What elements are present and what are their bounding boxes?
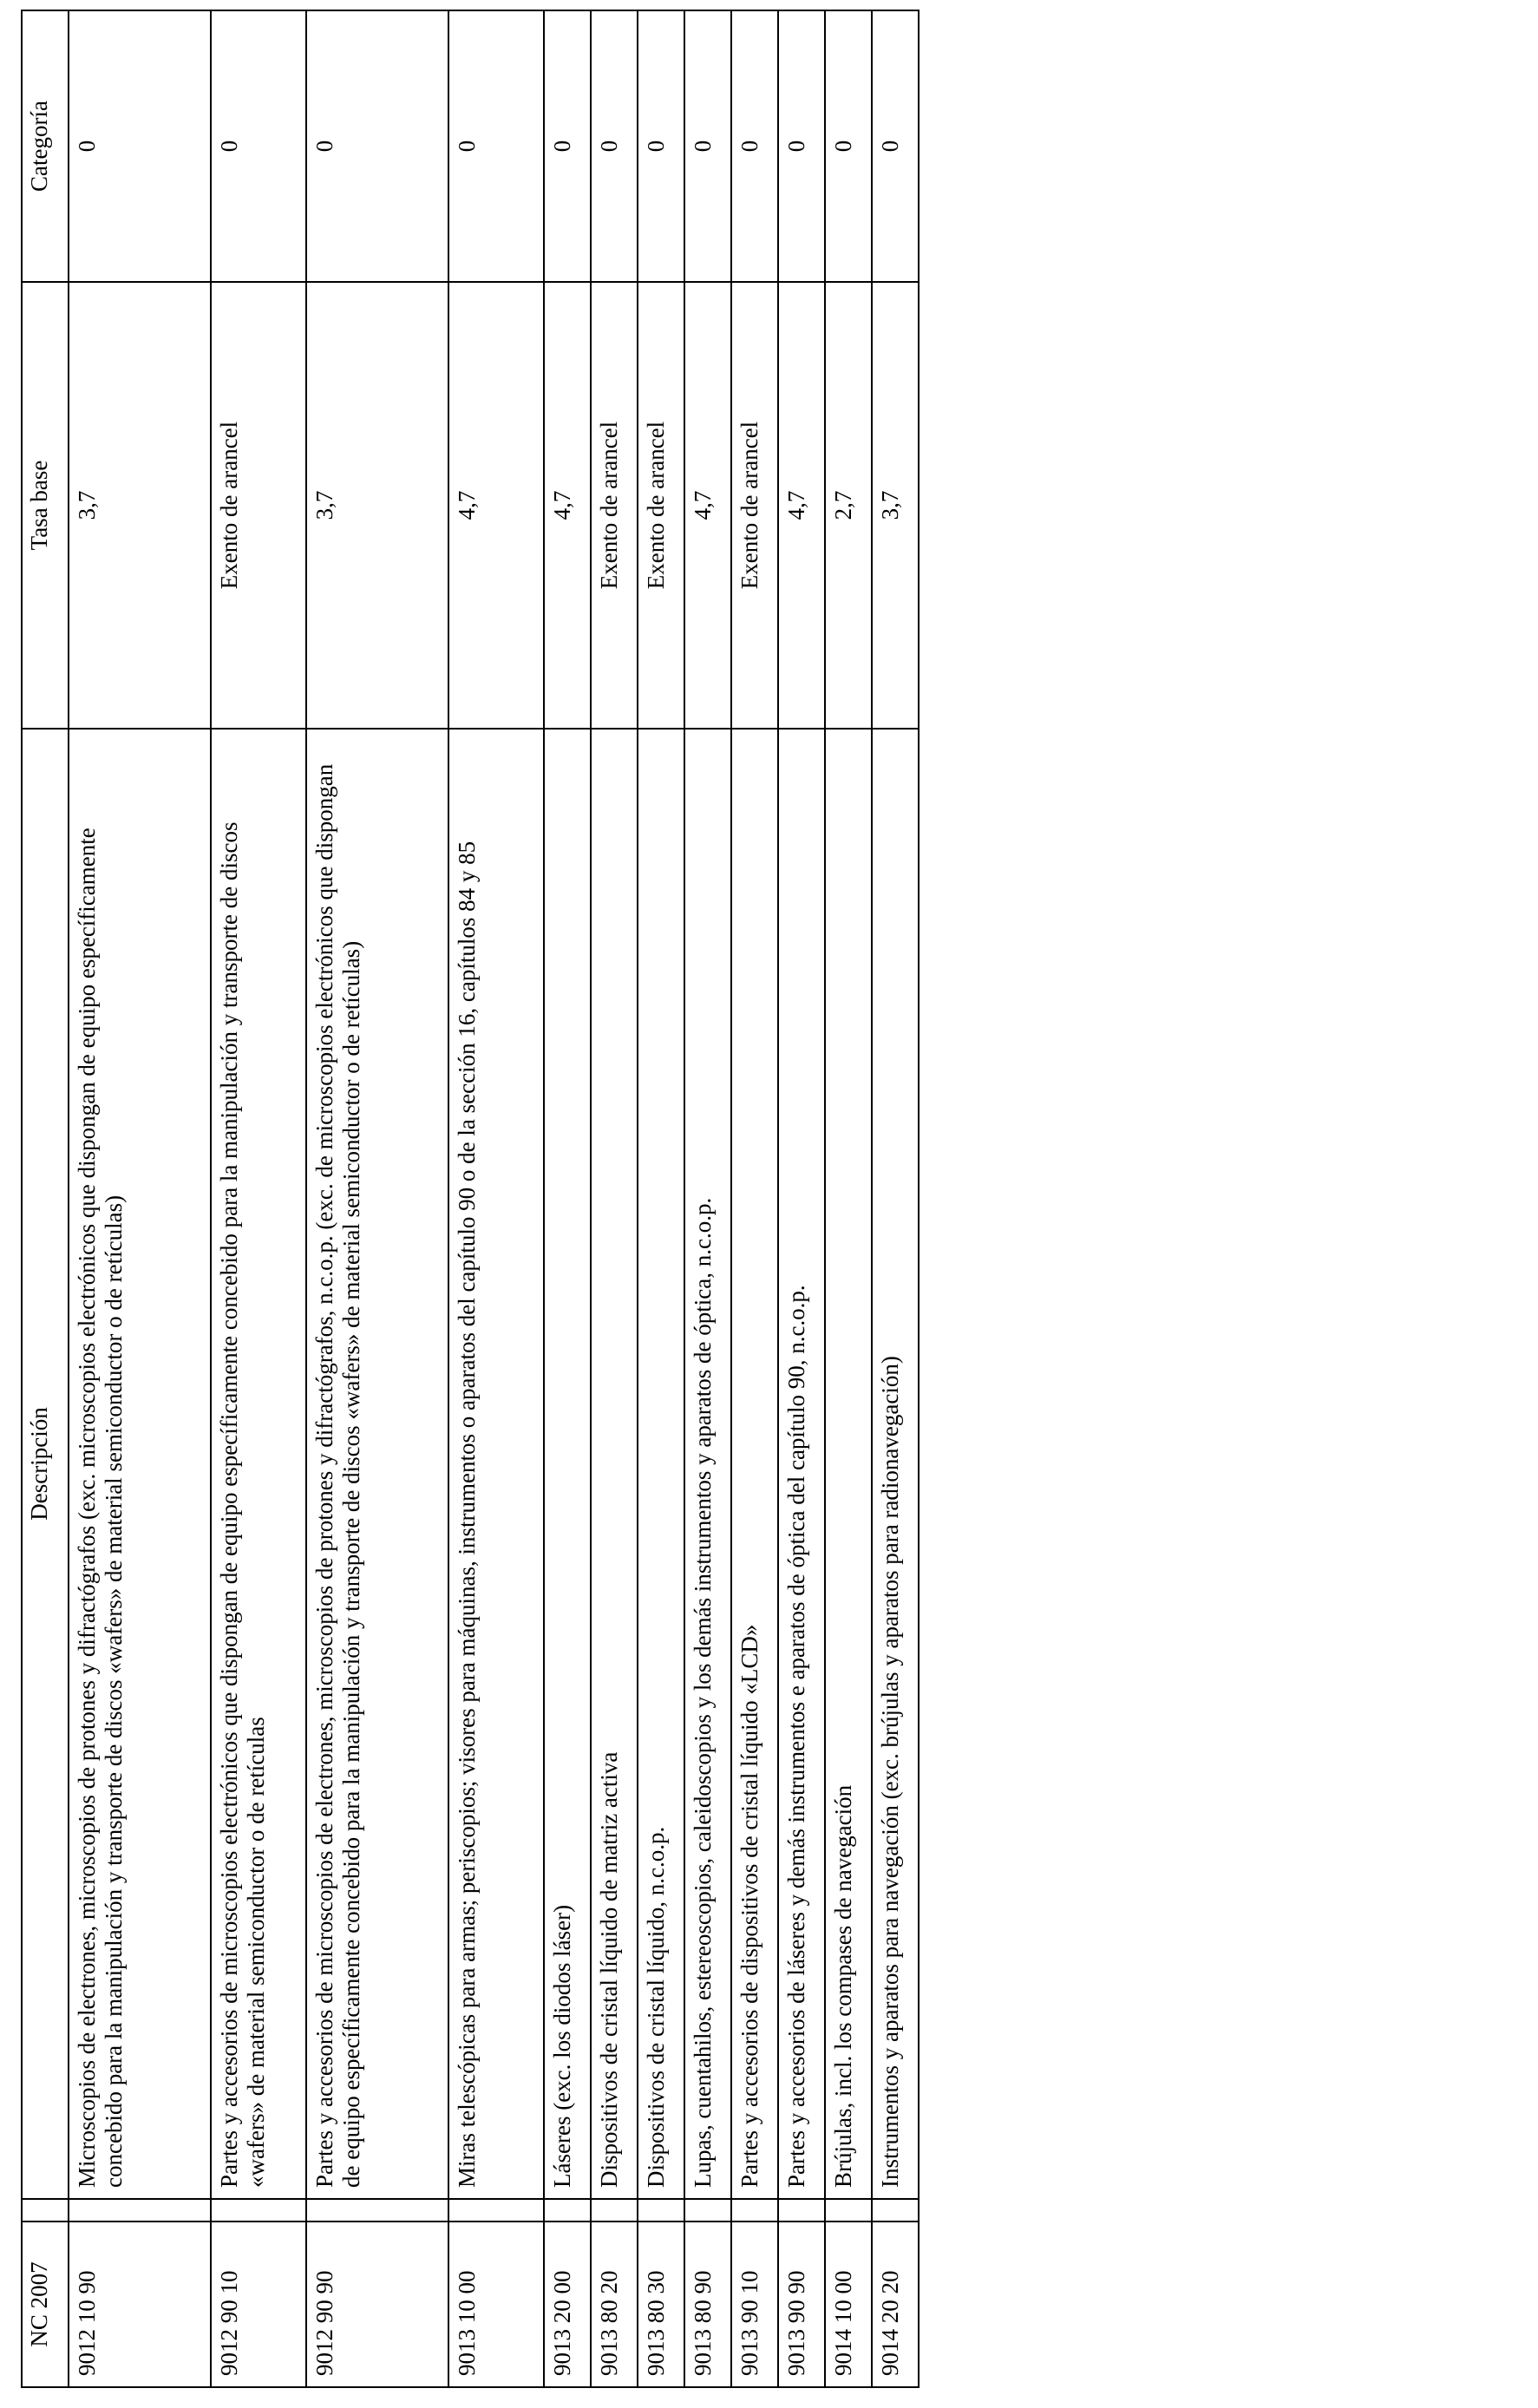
row-description: Microscopios de electrones, microscopios de protones y difractógrafos (exc. microscopios electrónicos que dispongan de equipo específicamente concebido para la manipulación y transporte de discos «wafers» de material semiconductor o de retículas) xyxy=(69,729,211,2199)
row-description: Miras telescópicas para armas; periscopios; visores para máquinas, instrumentos o aparatos del capítulo 90 o de la sección 16, capítulos 84 y 85 xyxy=(448,729,544,2199)
header-description: Descripción xyxy=(22,729,69,2199)
row-spacer xyxy=(211,2199,306,2222)
row-base-rate: 4,7 xyxy=(778,282,825,729)
tariff-table xyxy=(21,10,920,2388)
table-row xyxy=(731,10,778,2387)
row-code: 9012 10 90 xyxy=(69,2222,211,2387)
row-code: 9013 80 90 xyxy=(684,2222,731,2387)
row-description: Partes y accesorios de láseres y demás instrumentos e aparatos de óptica del capítulo 90, n.c.o.p. xyxy=(778,729,825,2199)
row-description: Partes y accesorios de dispositivos de cristal líquido «LCD» xyxy=(731,729,778,2199)
table-row xyxy=(544,10,591,2387)
row-category: 0 xyxy=(544,10,591,282)
row-spacer xyxy=(448,2199,544,2222)
row-spacer xyxy=(69,2199,211,2222)
row-code: 9012 90 10 xyxy=(211,2222,306,2387)
row-description: Instrumentos y aparatos para navegación (exc. brújulas y aparatos para radionavegación) xyxy=(872,729,919,2199)
table-row xyxy=(69,10,211,2387)
table-row xyxy=(825,10,872,2387)
table-row xyxy=(591,10,638,2387)
row-code: 9014 20 20 xyxy=(872,2222,919,2387)
row-spacer xyxy=(778,2199,825,2222)
row-base-rate: 4,7 xyxy=(544,282,591,729)
header-code: NC 2007 xyxy=(22,2222,69,2387)
row-description: Partes y accesorios de microscopios electrónicos que dispongan de equipo específicamente concebido para la manipulación y transporte de discos «wafers» de material semiconductor o de retículas xyxy=(211,729,306,2199)
row-description: Partes y accesorios de microscopios de electrones, microscopios de protones y difractógrafos, n.c.o.p. (exc. de microscopios electrónicos que dispongan de equipo específicamente concebido para la manipulación y transporte de discos «wafers» de material semiconductor o de retículas) xyxy=(306,729,448,2199)
table-row xyxy=(638,10,684,2387)
row-description: Brújulas, incl. los compases de navegación xyxy=(825,729,872,2199)
row-category: 0 xyxy=(825,10,872,282)
row-code: 9014 10 00 xyxy=(825,2222,872,2387)
row-base-rate: 2,7 xyxy=(825,282,872,729)
row-category: 0 xyxy=(778,10,825,282)
row-spacer xyxy=(872,2199,919,2222)
row-code: 9013 90 10 xyxy=(731,2222,778,2387)
row-base-rate: 3,7 xyxy=(306,282,448,729)
row-code: 9013 10 00 xyxy=(448,2222,544,2387)
header-base-rate: Tasa base xyxy=(22,282,69,729)
row-base-rate: Exento de arancel xyxy=(211,282,306,729)
header-category: Categoría xyxy=(22,10,69,282)
row-base-rate: 3,7 xyxy=(872,282,919,729)
row-base-rate: Exento de arancel xyxy=(731,282,778,729)
row-category: 0 xyxy=(448,10,544,282)
row-description: Láseres (exc. los diodos láser) xyxy=(544,729,591,2199)
row-category: 0 xyxy=(872,10,919,282)
table-row xyxy=(211,10,306,2387)
row-spacer xyxy=(684,2199,731,2222)
row-base-rate: 4,7 xyxy=(448,282,544,729)
row-base-rate: 4,7 xyxy=(684,282,731,729)
row-category: 0 xyxy=(638,10,684,282)
row-description: Dispositivos de cristal líquido, n.c.o.p. xyxy=(638,729,684,2199)
header-spacer xyxy=(22,2199,69,2222)
row-base-rate: Exento de arancel xyxy=(638,282,684,729)
row-code: 9013 80 20 xyxy=(591,2222,638,2387)
table-row xyxy=(872,10,919,2387)
row-spacer xyxy=(591,2199,638,2222)
row-code: 9013 80 30 xyxy=(638,2222,684,2387)
table-row xyxy=(448,10,544,2387)
row-category: 0 xyxy=(211,10,306,282)
table-row xyxy=(306,10,448,2387)
row-spacer xyxy=(731,2199,778,2222)
table-row xyxy=(778,10,825,2387)
row-category: 0 xyxy=(684,10,731,282)
row-category: 0 xyxy=(306,10,448,282)
row-spacer xyxy=(306,2199,448,2222)
table-row xyxy=(684,10,731,2387)
row-category: 0 xyxy=(591,10,638,282)
row-code: 9013 90 90 xyxy=(778,2222,825,2387)
row-code: 9013 20 00 xyxy=(544,2222,591,2387)
row-category: 0 xyxy=(731,10,778,282)
row-spacer xyxy=(825,2199,872,2222)
row-spacer xyxy=(544,2199,591,2222)
row-spacer xyxy=(638,2199,684,2222)
row-base-rate: 3,7 xyxy=(69,282,211,729)
row-description: Dispositivos de cristal líquido de matriz activa xyxy=(591,729,638,2199)
table-header-row xyxy=(22,10,69,2387)
row-category: 0 xyxy=(69,10,211,282)
row-base-rate: Exento de arancel xyxy=(591,282,638,729)
row-description: Lupas, cuentahilos, estereoscopios, caleidoscopios y los demás instrumentos y aparatos de óptica, n.c.o.p. xyxy=(684,729,731,2199)
row-code: 9012 90 90 xyxy=(306,2222,448,2387)
